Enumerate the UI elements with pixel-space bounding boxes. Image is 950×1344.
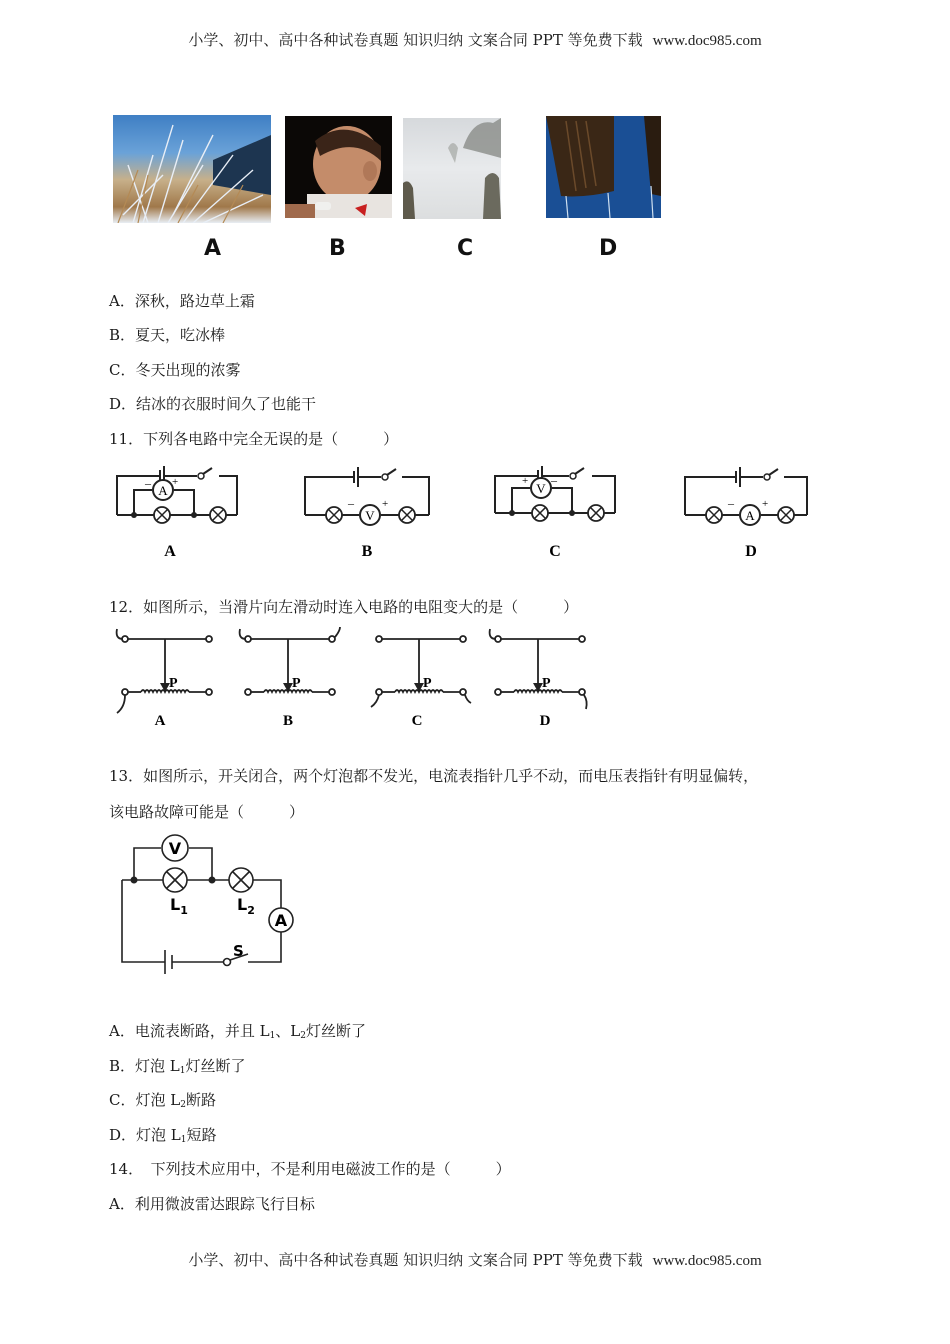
q10-option-d: D．结冰的衣服时间久了也能干 — [109, 395, 317, 413]
q13-option-a: A．电流表断路，并且 $L_1$、$L_2$灯丝断了 — [109, 1022, 367, 1041]
photo-d-frozen-clothes — [546, 116, 661, 218]
q11-circuit-c — [492, 462, 627, 562]
svg-text:P: P — [542, 676, 551, 691]
q14-stem: 14． 下列技术应用中，不是利用电磁波工作的是（ ） — [109, 1160, 511, 1178]
header-text: 小学、初中、高中各种试卷真题 知识归纳 文案合同 PPT 等免费下载 — [188, 31, 643, 49]
photo-label-c: C — [457, 236, 474, 261]
q11-circuit-d — [682, 462, 817, 562]
q13-option-d: D．灯泡 $L_1$短路 — [109, 1126, 217, 1145]
svg-text:+: + — [762, 498, 769, 510]
svg-text:D: D — [539, 713, 551, 729]
q11-stem: 11．下列各电路中完全无误的是（ ） — [109, 430, 399, 448]
svg-text:P: P — [169, 676, 178, 691]
svg-text:–: – — [348, 496, 354, 510]
photo-a-frost-grass — [113, 115, 271, 223]
photo-b-child-popsicle — [285, 116, 392, 218]
svg-text:+: + — [522, 475, 529, 487]
svg-text:P: P — [423, 676, 432, 691]
svg-text:–: – — [145, 476, 151, 490]
svg-text:V: V — [365, 508, 375, 523]
svg-text:A: A — [745, 508, 755, 523]
svg-text:–: – — [551, 473, 557, 487]
q13-option-c: C．灯泡 $L_2$断路 — [109, 1091, 216, 1110]
svg-text:L2: $L_2$ — [237, 895, 255, 917]
svg-text:B: B — [282, 713, 294, 729]
q10-option-c: C．冬天出现的浓雾 — [109, 361, 241, 379]
svg-text:–: – — [728, 496, 734, 510]
q14-option-a: A．利用微波雷达跟踪飞行目标 — [109, 1195, 315, 1213]
q13-stem-line2: 该电路故障可能是（ ） — [109, 803, 305, 821]
q11-circuit-a — [112, 462, 247, 562]
svg-text:V: V — [536, 481, 546, 496]
page-footer — [0, 1249, 950, 1270]
svg-text:A: A — [274, 911, 288, 930]
svg-text:C: C — [411, 713, 423, 729]
q12-rheostat-a — [113, 625, 223, 735]
svg-text:B: B — [361, 543, 373, 560]
q12-rheostat-b — [236, 625, 346, 735]
q10-option-a: A．深秋，路边草上霜 — [109, 292, 255, 310]
svg-text:+: + — [172, 476, 179, 488]
svg-text:C: C — [549, 543, 561, 560]
svg-text:+: + — [382, 498, 389, 510]
q13-circuit — [110, 828, 310, 978]
q10-option-b: B．夏天，吃冰棒 — [109, 326, 226, 344]
header-url[interactable]: www.doc985.com — [652, 33, 762, 49]
svg-text:V: V — [168, 839, 182, 858]
q12-stem: 12．如图所示，当滑片向左滑动时连入电路的电阻变大的是（ ） — [109, 598, 579, 616]
q12-rheostat-c — [367, 625, 477, 735]
svg-text:A: A — [164, 543, 176, 560]
svg-text:S: S — [233, 942, 244, 960]
photo-label-b: B — [329, 236, 346, 261]
q13-stem-line1: 13．如图所示，开关闭合，两个灯泡都不发光，电流表指针几乎不动，而电压表指针有明显偏转， — [109, 767, 759, 785]
page-header — [0, 29, 950, 50]
svg-text:A: A — [154, 713, 166, 729]
svg-text:D: D — [745, 543, 757, 560]
photo-label-d: D — [599, 236, 618, 261]
svg-text:A: A — [158, 483, 168, 498]
svg-text:L1: $L_1$ — [170, 895, 188, 917]
q12-rheostat-d — [486, 625, 596, 735]
photo-c-fog-mountains — [403, 118, 501, 219]
footer-text: 小学、初中、高中各种试卷真题 知识归纳 文案合同 PPT 等免费下载 — [188, 1251, 643, 1269]
photo-label-a: A — [204, 236, 222, 261]
svg-text:P: P — [292, 676, 301, 691]
q13-option-b: B．灯泡 $L_1$灯丝断了 — [109, 1057, 246, 1076]
q11-circuit-b — [302, 462, 437, 562]
footer-url[interactable]: www.doc985.com — [652, 1253, 762, 1269]
